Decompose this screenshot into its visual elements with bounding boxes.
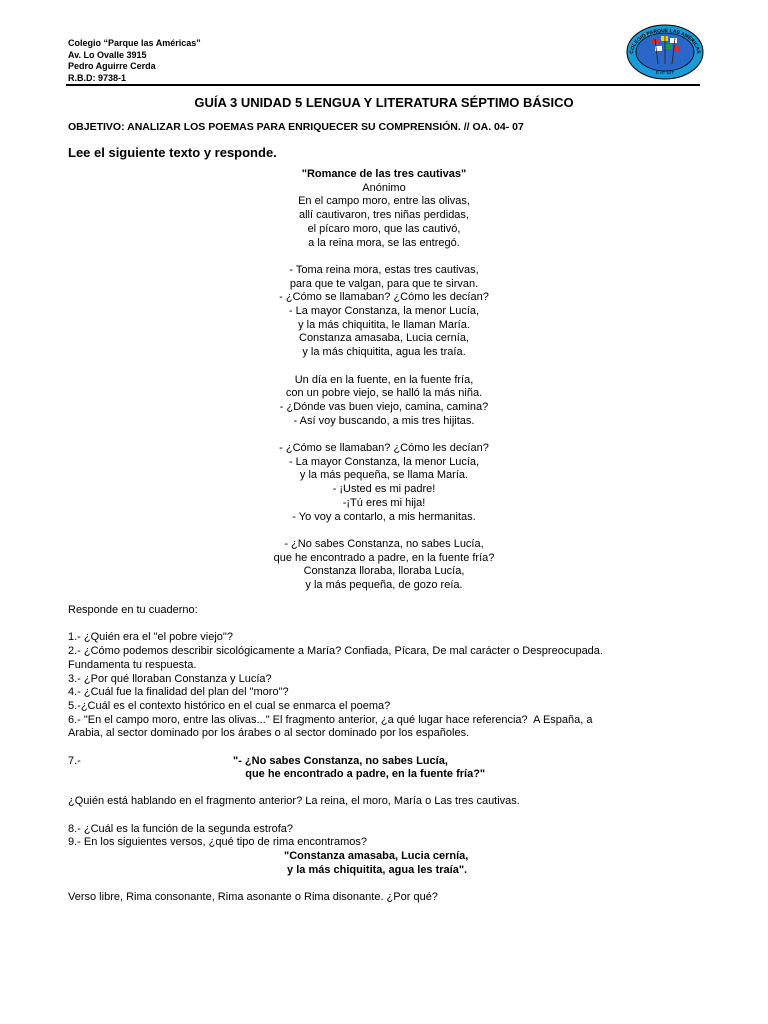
question-8: 8.- ¿Cuál es la función de la segunda estrofa? bbox=[68, 822, 294, 835]
poem-author: Anónimo bbox=[362, 181, 406, 194]
quote-line: "- ¿No sabes Constanza, no sabes Lucía, bbox=[233, 754, 448, 767]
quote-line: que he encontrado a padre, en la fuente fría?" bbox=[233, 768, 486, 781]
poem-line: a la reina mora, se las entregó. bbox=[308, 236, 460, 249]
instruction: Lee el siguiente texto y responde. bbox=[68, 145, 277, 160]
question-7-number: 7.- bbox=[68, 754, 81, 767]
poem-line: - Yo voy a contarlo, a mis hermanitas. bbox=[292, 510, 476, 523]
school-logo bbox=[625, 24, 705, 80]
poem-line: - ¿Dónde vas buen viejo, camina, camina? bbox=[279, 400, 489, 413]
question-6: 6.- "En el campo moro, entre las olivas..." El fragmento anterior, ¿a qué lugar hace referencia? A España, a bbox=[68, 713, 593, 726]
question-6-continued: Arabia, al sector dominado por los árabes o al sector dominado por los españoles. bbox=[68, 727, 470, 740]
header-divider bbox=[66, 84, 700, 86]
poem-line: -¡Tú eres mi hija! bbox=[342, 496, 426, 509]
poem-line: el pícaro moro, que las cautivó, bbox=[307, 222, 461, 235]
school-header bbox=[68, 38, 201, 84]
quote-line: "Constanza amasaba, Lucia cernía, bbox=[284, 850, 469, 863]
poem-line: Un día en la fuente, en la fuente fría, bbox=[294, 373, 474, 386]
spacer bbox=[68, 809, 708, 823]
spacer bbox=[68, 878, 708, 892]
school-name: Colegio “Parque las Américas” bbox=[68, 38, 201, 48]
question-1: 1.- ¿Quién era el "el pobre viejo"? bbox=[68, 631, 233, 644]
spacer bbox=[68, 741, 708, 755]
question-9-quote bbox=[284, 850, 708, 877]
school-rbd: R.B.D: 9738-1 bbox=[68, 72, 127, 83]
question-7 bbox=[68, 755, 708, 782]
quote-line: y la más chiquitita, agua les traía". bbox=[284, 863, 468, 876]
poem-line: con un pobre viejo, se halló la más niña. bbox=[285, 387, 483, 400]
stanza-break bbox=[0, 524, 768, 538]
question-9-options: Verso libre, Rima consonante, Rima asonante o Rima disonante. ¿Por qué? bbox=[68, 891, 438, 904]
poem-line: - ¿Cómo se llamaban? ¿Cómo les decían? bbox=[279, 291, 489, 304]
question-2-continued: Fundamenta tu respuesta. bbox=[68, 658, 197, 671]
poem-line: - ¿Cómo se llamaban? ¿Cómo les decían? bbox=[279, 442, 489, 455]
logo-number: E Nº 527 bbox=[656, 70, 674, 75]
question-7-prompt: ¿Quién está hablando en el fragmento anterior? La reina, el moro, María o Las tres cautivas. bbox=[68, 795, 520, 808]
poem-line: que he encontrado a padre, en la fuente fría? bbox=[273, 551, 495, 564]
question-7-quote bbox=[233, 755, 485, 782]
question-2: 2.- ¿Cómo podemos describir sicológicamente a María? Confiada, Pícara, De mal carácter o Despreocupada. bbox=[68, 645, 603, 658]
poem-line: y la más chiquitita, le llaman María. bbox=[298, 318, 470, 331]
poem-line: - ¡Usted es mi padre! bbox=[332, 483, 436, 496]
school-commune: Pedro Aguirre Cerda bbox=[68, 61, 156, 71]
poem-line: - Así voy buscando, a mis tres hijitas. bbox=[293, 414, 475, 427]
question-3: 3.- ¿Por qué lloraban Constanza y Lucía? bbox=[68, 672, 272, 685]
poem-line: allí cautivaron, tres niñas perdidas, bbox=[299, 209, 469, 222]
poem-title: "Romance de las tres cautivas" bbox=[301, 168, 467, 180]
poem-line: - ¿No sabes Constanza, no sabes Lucía, bbox=[284, 537, 484, 550]
stanza-break bbox=[0, 360, 768, 374]
poem-line: Constanza lloraba, lloraba Lucía, bbox=[303, 565, 465, 578]
stanza-break bbox=[0, 428, 768, 442]
questions-section bbox=[68, 604, 708, 905]
question-4: 4.- ¿Cuál fue la finalidad del plan del "moro"? bbox=[68, 686, 289, 699]
poem-line: - La mayor Constanza, la menor Lucía, bbox=[288, 305, 480, 318]
stanza-break bbox=[0, 250, 768, 264]
poem-line: y la más pequeña, de gozo reía. bbox=[305, 579, 463, 592]
question-9: 9.- En los siguientes versos, ¿qué tipo de rima encontramos? bbox=[68, 836, 367, 849]
poem-line: - Toma reina mora, estas tres cautivas, bbox=[289, 263, 479, 276]
question-5: 5.-¿Cuál es el contexto histórico en el cual se enmarca el poema? bbox=[68, 699, 391, 712]
objective: OBJETIVO: ANALIZAR LOS POEMAS PARA ENRIQUECER SU COMPRENSIÓN. // OA. 04- 07 bbox=[68, 121, 524, 133]
poem-line: En el campo moro, entre las olivas, bbox=[298, 195, 470, 208]
questions-intro: Responde en tu cuaderno: bbox=[68, 604, 198, 616]
school-address: Av. Lo Ovalle 3915 bbox=[68, 49, 147, 60]
poem-line: para que te valgan, para que te sirvan. bbox=[289, 277, 479, 290]
poem bbox=[0, 168, 768, 593]
spacer bbox=[68, 782, 708, 796]
poem-line: - La mayor Constanza, la menor Lucía, bbox=[288, 455, 480, 468]
page-title: GUÍA 3 UNIDAD 5 LENGUA Y LITERATURA SÉPTIMO BÁSICO bbox=[194, 95, 574, 110]
spacer bbox=[68, 618, 708, 632]
poem-line: y la más chiquitita, agua les traía. bbox=[302, 346, 466, 359]
poem-line: y la más pequeña, se llama María. bbox=[299, 469, 469, 482]
logo-ring-text: COLEGIO PARQUE LAS AMÉRICAS bbox=[628, 27, 702, 55]
poem-line: Constanza amasaba, Lucia cernía, bbox=[299, 332, 469, 345]
